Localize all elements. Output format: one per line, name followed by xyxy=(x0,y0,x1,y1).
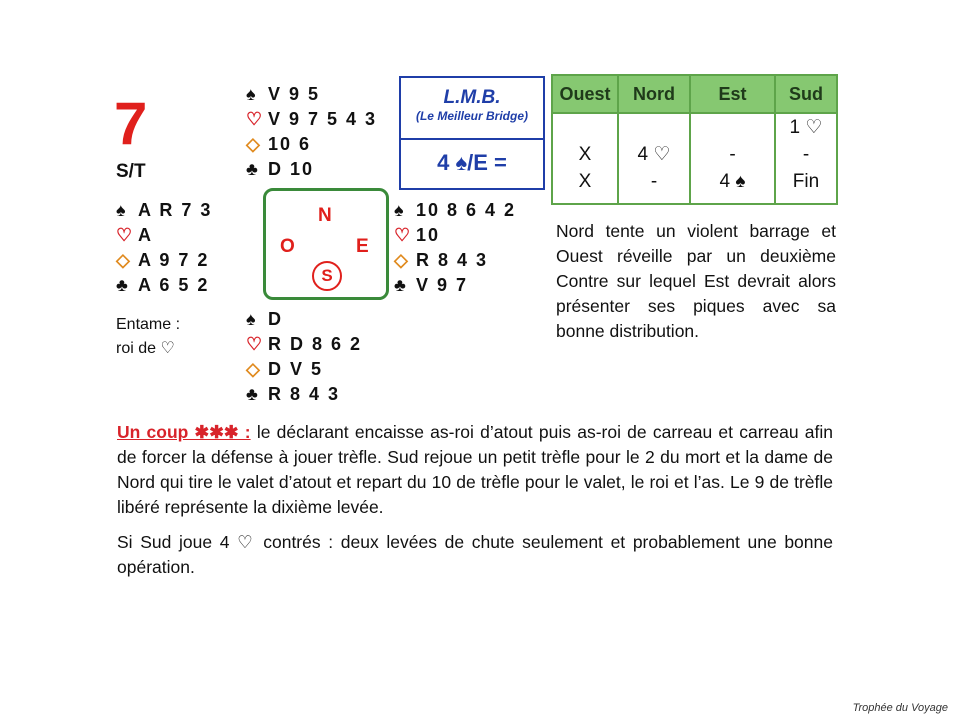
spade-icon: ♠ xyxy=(394,200,404,220)
coup-label: Un coup ✱✱✱ : xyxy=(117,422,251,442)
bid xyxy=(691,114,774,141)
bids-north xyxy=(618,113,690,204)
lmb-box xyxy=(399,76,545,190)
south-hand xyxy=(246,307,362,407)
south-hearts: R D 8 6 2 xyxy=(268,334,363,354)
heart-icon: ♡ xyxy=(246,334,263,354)
lmb-header xyxy=(401,78,543,140)
north-hand xyxy=(246,82,377,182)
east-hearts: 10 xyxy=(416,225,441,245)
compass-east: E xyxy=(356,236,369,257)
vulnerability-label: S/T xyxy=(116,161,146,182)
opening-lead xyxy=(116,313,180,361)
lmb-contract: 4 ♠/E = xyxy=(437,150,507,175)
bid: - xyxy=(729,144,736,165)
bids-west xyxy=(552,113,618,204)
west-clubs: A 6 5 2 xyxy=(138,275,210,295)
heart-icon: ♡ xyxy=(246,109,263,129)
east-diamonds: R 8 4 3 xyxy=(416,250,489,270)
bid xyxy=(619,114,689,141)
bid: X xyxy=(578,171,592,192)
bid: - xyxy=(650,171,658,192)
west-spades: A R 7 3 xyxy=(138,200,213,220)
compass-south-declarer: S xyxy=(312,261,342,291)
bid: Fin xyxy=(792,171,820,192)
heart-icon: ♡ xyxy=(116,225,133,245)
header-east: Est xyxy=(690,75,775,113)
bid: 4 ♡ xyxy=(637,144,671,165)
lmb-subtitle: (Le Meilleur Bridge) xyxy=(415,109,528,123)
north-clubs: D 10 xyxy=(268,159,315,179)
explanation-paragraph xyxy=(117,420,833,520)
club-icon: ♣ xyxy=(246,384,258,404)
bids-south xyxy=(775,113,837,204)
lead-card: roi de ♡ xyxy=(116,340,175,357)
west-hand xyxy=(116,198,212,298)
diamond-icon: ◇ xyxy=(246,134,260,154)
compass-north: N xyxy=(318,205,332,226)
west-diamonds: A 9 7 2 xyxy=(138,250,210,270)
header-north: Nord xyxy=(618,75,690,113)
south-clubs: R 8 4 3 xyxy=(268,384,341,404)
spade-icon: ♠ xyxy=(116,200,126,220)
east-hand xyxy=(394,198,516,298)
north-diamonds: 10 6 xyxy=(268,134,312,154)
bid xyxy=(553,114,617,141)
bid: 4 ♠ xyxy=(719,171,746,192)
diamond-icon: ◇ xyxy=(116,250,130,270)
header-south: Sud xyxy=(775,75,837,113)
diamond-icon: ◇ xyxy=(394,250,408,270)
spade-icon: ♠ xyxy=(246,309,256,329)
east-clubs: V 9 7 xyxy=(416,275,469,295)
bid: X xyxy=(578,144,592,165)
bidding-table xyxy=(551,74,838,205)
east-spades: 10 8 6 4 2 xyxy=(416,200,517,220)
explanation-text: le déclarant encaisse as-roi d’atout puis as-roi de carreau et carreau afin de forcer la défense à jouer trèfle. Sud rejoue un petit trèfle pour le 2 du mort et la dame de Nord qui tire le valet d’atout et repart du 10 de trèfle pour le valet, le roi et l’as. Le 9 de trèfle libéré représente la dixième levée. xyxy=(117,422,833,517)
spade-icon: ♠ xyxy=(246,84,256,104)
north-hearts: V 9 7 5 4 3 xyxy=(268,109,378,129)
lmb-title: L.M.B. xyxy=(443,87,501,108)
north-spades: V 9 5 xyxy=(268,84,321,104)
header-west: Ouest xyxy=(552,75,618,113)
lead-label: Entame : xyxy=(116,316,181,333)
bids-east xyxy=(690,113,775,204)
deal-number: 7 xyxy=(114,90,148,157)
bidding-header-row xyxy=(552,75,837,113)
conclusion-paragraph: Si Sud joue 4 ♡ contrés : deux levées de chute seulement et probablement une bonne opération. xyxy=(117,532,833,577)
compass-west: O xyxy=(280,236,295,257)
south-spades: D xyxy=(268,309,283,329)
bid: - xyxy=(802,144,810,165)
club-icon: ♣ xyxy=(116,275,128,295)
footer-caption: Trophée du Voyage xyxy=(852,702,948,714)
bid: 1 ♡ xyxy=(789,117,823,138)
bidding-comment: Nord tente un violent barrage et Ouest réveille par un deuxième Contre sur lequel Est devrait alors présenter ses piques avec sa bonne distribution. xyxy=(556,221,836,341)
west-hearts: A xyxy=(138,225,153,245)
club-icon: ♣ xyxy=(394,275,406,295)
club-icon: ♣ xyxy=(246,159,258,179)
bidding-body-row xyxy=(552,113,837,204)
heart-icon: ♡ xyxy=(394,225,411,245)
south-diamonds: D V 5 xyxy=(268,359,324,379)
diamond-icon: ◇ xyxy=(246,359,260,379)
compass-box xyxy=(263,188,389,300)
